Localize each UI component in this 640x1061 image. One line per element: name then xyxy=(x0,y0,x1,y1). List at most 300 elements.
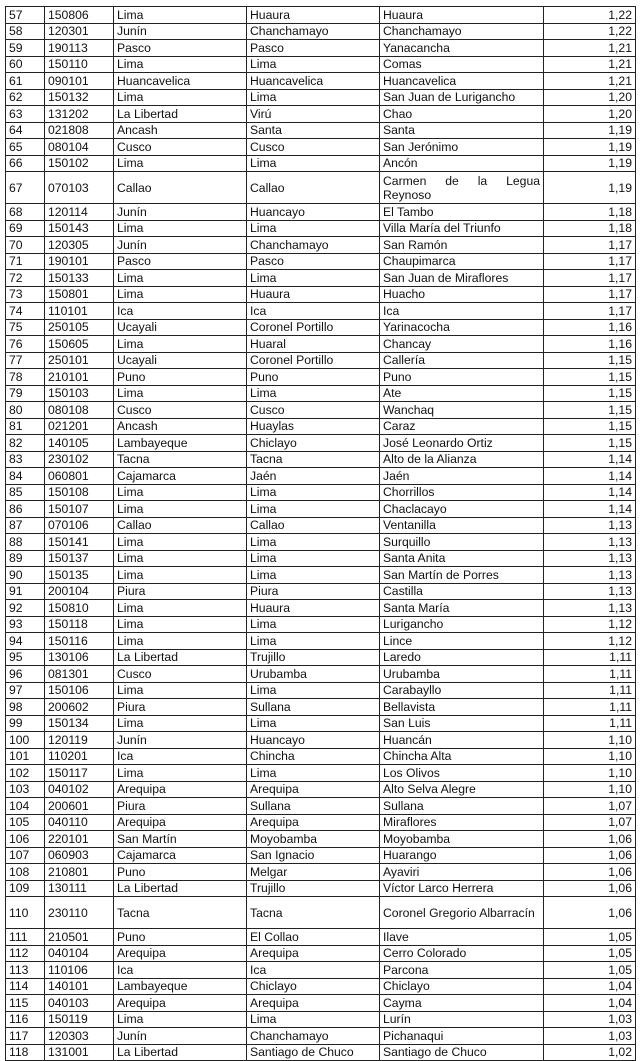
department-cell: Lima xyxy=(114,633,247,650)
district-cell: San Juan de Miraflores xyxy=(380,270,544,287)
province-cell: Callao xyxy=(247,517,380,534)
table-row xyxy=(6,567,636,584)
district-cell: Huancán xyxy=(380,732,544,749)
ubigeo-cell: 150132 xyxy=(45,89,114,106)
value-cell: 1,11 xyxy=(544,666,636,683)
ubigeo-cell: 150103 xyxy=(45,385,114,402)
value-cell: 1,15 xyxy=(544,402,636,419)
province-cell: Coronel Portillo xyxy=(247,352,380,369)
rank-cell: 93 xyxy=(6,616,45,633)
value-cell: 1,07 xyxy=(544,798,636,815)
table-row xyxy=(6,715,636,732)
rank-cell: 88 xyxy=(6,534,45,551)
district-cell: Lurigancho xyxy=(380,616,544,633)
value-cell: 1,10 xyxy=(544,732,636,749)
table-row xyxy=(6,468,636,485)
table-row xyxy=(6,765,636,782)
province-cell: Huancayo xyxy=(247,204,380,221)
table-row xyxy=(6,945,636,962)
province-cell: Chanchamayo xyxy=(247,237,380,254)
ubigeo-cell: 070103 xyxy=(45,172,114,204)
district-cell: San Jerónimo xyxy=(380,139,544,156)
department-cell: Arequipa xyxy=(114,814,247,831)
table-row xyxy=(6,616,636,633)
province-cell: Virú xyxy=(247,106,380,123)
table-row xyxy=(6,1011,636,1028)
ubigeo-cell: 081301 xyxy=(45,666,114,683)
province-cell: Lima xyxy=(247,567,380,584)
table-row xyxy=(6,89,636,106)
rank-cell: 111 xyxy=(6,929,45,946)
department-cell: La Libertad xyxy=(114,1044,247,1061)
district-cell: Ica xyxy=(380,303,544,320)
value-cell: 1,22 xyxy=(544,7,636,24)
ubigeo-cell: 080108 xyxy=(45,402,114,419)
district-cell: Santa María xyxy=(380,600,544,617)
value-cell: 1,15 xyxy=(544,385,636,402)
district-cell: Ilave xyxy=(380,929,544,946)
province-cell: Huancavelica xyxy=(247,73,380,90)
ubigeo-cell: 120114 xyxy=(45,204,114,221)
rank-cell: 90 xyxy=(6,567,45,584)
rank-cell: 94 xyxy=(6,633,45,650)
rank-cell: 73 xyxy=(6,286,45,303)
department-cell: Puno xyxy=(114,369,247,386)
rank-cell: 63 xyxy=(6,106,45,123)
rank-cell: 91 xyxy=(6,583,45,600)
value-cell: 1,13 xyxy=(544,550,636,567)
table-row xyxy=(6,220,636,237)
department-cell: Lima xyxy=(114,155,247,172)
value-cell: 1,20 xyxy=(544,89,636,106)
value-cell: 1,02 xyxy=(544,1044,636,1061)
value-cell: 1,21 xyxy=(544,56,636,73)
department-cell: Lima xyxy=(114,336,247,353)
ubigeo-cell: 150806 xyxy=(45,7,114,24)
table-row xyxy=(6,831,636,848)
province-cell: Pasco xyxy=(247,40,380,57)
table-row xyxy=(6,253,636,270)
rank-cell: 65 xyxy=(6,139,45,156)
province-cell: Chanchamayo xyxy=(247,1028,380,1045)
province-cell: Pasco xyxy=(247,253,380,270)
table-row xyxy=(6,451,636,468)
ubigeo-cell: 130106 xyxy=(45,649,114,666)
ubigeo-cell: 140105 xyxy=(45,435,114,452)
rank-cell: 75 xyxy=(6,319,45,336)
department-cell: Ancash xyxy=(114,418,247,435)
table-row xyxy=(6,1028,636,1045)
rank-cell: 112 xyxy=(6,945,45,962)
table-row xyxy=(6,73,636,90)
value-cell: 1,10 xyxy=(544,748,636,765)
department-cell: Callao xyxy=(114,517,247,534)
district-cell: Bellavista xyxy=(380,699,544,716)
ubigeo-cell: 110106 xyxy=(45,962,114,979)
table-row xyxy=(6,534,636,551)
district-cell: Caraz xyxy=(380,418,544,435)
province-cell: Arequipa xyxy=(247,995,380,1012)
table-row xyxy=(6,155,636,172)
district-cell: Cerro Colorado xyxy=(380,945,544,962)
rank-cell: 84 xyxy=(6,468,45,485)
rank-cell: 61 xyxy=(6,73,45,90)
table-row xyxy=(6,666,636,683)
table-row xyxy=(6,583,636,600)
ubigeo-cell: 250105 xyxy=(45,319,114,336)
district-cell: Chiclayo xyxy=(380,978,544,995)
table-row xyxy=(6,172,636,204)
department-cell: Junín xyxy=(114,732,247,749)
province-cell: Lima xyxy=(247,534,380,551)
ubigeo-cell: 150116 xyxy=(45,633,114,650)
department-cell: Cusco xyxy=(114,402,247,419)
province-cell: Tacna xyxy=(247,897,380,929)
rank-cell: 72 xyxy=(6,270,45,287)
province-cell: Lima xyxy=(247,1011,380,1028)
district-cell: Alto Selva Alegre xyxy=(380,781,544,798)
ubigeo-cell: 070106 xyxy=(45,517,114,534)
department-cell: Junín xyxy=(114,23,247,40)
table-row xyxy=(6,962,636,979)
table-row xyxy=(6,352,636,369)
province-cell: Lima xyxy=(247,484,380,501)
department-cell: Lima xyxy=(114,1011,247,1028)
department-cell: San Martín xyxy=(114,831,247,848)
table-row xyxy=(6,699,636,716)
value-cell: 1,15 xyxy=(544,418,636,435)
district-cell: Chanchamayo xyxy=(380,23,544,40)
department-cell: Lima xyxy=(114,89,247,106)
value-cell: 1,13 xyxy=(544,534,636,551)
value-cell: 1,20 xyxy=(544,106,636,123)
department-cell: Piura xyxy=(114,798,247,815)
value-cell: 1,04 xyxy=(544,978,636,995)
value-cell: 1,05 xyxy=(544,962,636,979)
department-cell: Lima xyxy=(114,286,247,303)
district-cell: Chancay xyxy=(380,336,544,353)
value-cell: 1,16 xyxy=(544,319,636,336)
value-cell: 1,06 xyxy=(544,864,636,881)
ubigeo-cell: 060903 xyxy=(45,847,114,864)
value-cell: 1,17 xyxy=(544,303,636,320)
rank-cell: 108 xyxy=(6,864,45,881)
table-row xyxy=(6,517,636,534)
table-row xyxy=(6,649,636,666)
value-cell: 1,13 xyxy=(544,567,636,584)
table-row xyxy=(6,732,636,749)
ubigeo-cell: 210501 xyxy=(45,929,114,946)
province-cell: Chanchamayo xyxy=(247,23,380,40)
district-cell: Lince xyxy=(380,633,544,650)
district-cell: Ancón xyxy=(380,155,544,172)
rank-cell: 100 xyxy=(6,732,45,749)
rank-cell: 74 xyxy=(6,303,45,320)
province-cell: Lima xyxy=(247,155,380,172)
province-cell: Sullana xyxy=(247,798,380,815)
district-cell: Castilla xyxy=(380,583,544,600)
ubigeo-cell: 021808 xyxy=(45,122,114,139)
ubigeo-cell: 120303 xyxy=(45,1028,114,1045)
district-cell: Laredo xyxy=(380,649,544,666)
value-cell: 1,19 xyxy=(544,139,636,156)
table-row xyxy=(6,139,636,156)
district-cell: Parcona xyxy=(380,962,544,979)
department-cell: Lima xyxy=(114,484,247,501)
province-cell: Ica xyxy=(247,303,380,320)
table-row xyxy=(6,1044,636,1061)
ubigeo-cell: 150107 xyxy=(45,501,114,518)
ubigeo-cell: 120305 xyxy=(45,237,114,254)
district-cell: El Tambo xyxy=(380,204,544,221)
rank-cell: 64 xyxy=(6,122,45,139)
table-row xyxy=(6,748,636,765)
rank-cell: 86 xyxy=(6,501,45,518)
value-cell: 1,17 xyxy=(544,253,636,270)
table-row xyxy=(6,781,636,798)
province-cell: Ica xyxy=(247,962,380,979)
table-row xyxy=(6,978,636,995)
rank-cell: 103 xyxy=(6,781,45,798)
ubigeo-cell: 040104 xyxy=(45,945,114,962)
value-cell: 1,05 xyxy=(544,945,636,962)
table-row xyxy=(6,286,636,303)
department-cell: Ica xyxy=(114,962,247,979)
rank-cell: 107 xyxy=(6,847,45,864)
rank-cell: 78 xyxy=(6,369,45,386)
table-row xyxy=(6,880,636,897)
table-row xyxy=(6,7,636,24)
value-cell: 1,19 xyxy=(544,122,636,139)
province-cell: Sullana xyxy=(247,699,380,716)
value-cell: 1,15 xyxy=(544,352,636,369)
value-cell: 1,15 xyxy=(544,369,636,386)
rank-cell: 92 xyxy=(6,600,45,617)
ubigeo-cell: 150117 xyxy=(45,765,114,782)
ubigeo-cell: 110101 xyxy=(45,303,114,320)
table-row xyxy=(6,682,636,699)
ubigeo-cell: 210801 xyxy=(45,864,114,881)
rank-cell: 66 xyxy=(6,155,45,172)
rank-cell: 118 xyxy=(6,1044,45,1061)
table-row xyxy=(6,270,636,287)
department-cell: Tacna xyxy=(114,897,247,929)
province-cell: Lima xyxy=(247,501,380,518)
province-cell: Jaén xyxy=(247,468,380,485)
value-cell: 1,11 xyxy=(544,699,636,716)
table-row xyxy=(6,501,636,518)
province-cell: Cusco xyxy=(247,139,380,156)
province-cell: Lima xyxy=(247,765,380,782)
department-cell: Junín xyxy=(114,237,247,254)
district-cell: Víctor Larco Herrera xyxy=(380,880,544,897)
district-cell: Lurín xyxy=(380,1011,544,1028)
table-row xyxy=(6,995,636,1012)
department-cell: La Libertad xyxy=(114,106,247,123)
rank-cell: 80 xyxy=(6,402,45,419)
value-cell: 1,10 xyxy=(544,781,636,798)
ubigeo-cell: 200104 xyxy=(45,583,114,600)
province-cell: Arequipa xyxy=(247,814,380,831)
department-cell: Ucayali xyxy=(114,352,247,369)
district-cell: Surquillo xyxy=(380,534,544,551)
rank-cell: 95 xyxy=(6,649,45,666)
department-cell: Cusco xyxy=(114,139,247,156)
district-cell: Huaura xyxy=(380,7,544,24)
value-cell: 1,07 xyxy=(544,814,636,831)
rank-cell: 99 xyxy=(6,715,45,732)
rank-cell: 77 xyxy=(6,352,45,369)
ubigeo-cell: 060801 xyxy=(45,468,114,485)
value-cell: 1,16 xyxy=(544,336,636,353)
province-cell: Santiago de Chuco xyxy=(247,1044,380,1061)
value-cell: 1,06 xyxy=(544,831,636,848)
table-row xyxy=(6,402,636,419)
province-cell: Moyobamba xyxy=(247,831,380,848)
province-cell: Urubamba xyxy=(247,666,380,683)
value-cell: 1,21 xyxy=(544,40,636,57)
value-cell: 1,10 xyxy=(544,765,636,782)
rank-cell: 69 xyxy=(6,220,45,237)
district-cell: San Juan de Lurigancho xyxy=(380,89,544,106)
value-cell: 1,13 xyxy=(544,600,636,617)
table-row xyxy=(6,23,636,40)
ubigeo-cell: 200601 xyxy=(45,798,114,815)
value-cell: 1,12 xyxy=(544,633,636,650)
value-cell: 1,05 xyxy=(544,929,636,946)
province-cell: El Collao xyxy=(247,929,380,946)
department-cell: Lima xyxy=(114,715,247,732)
value-cell: 1,18 xyxy=(544,204,636,221)
value-cell: 1,22 xyxy=(544,23,636,40)
district-cell: Chaupimarca xyxy=(380,253,544,270)
district-cell: San Luis xyxy=(380,715,544,732)
table-row xyxy=(6,122,636,139)
ubigeo-cell: 150119 xyxy=(45,1011,114,1028)
table-row xyxy=(6,798,636,815)
province-cell: Arequipa xyxy=(247,781,380,798)
district-cell: San Martín de Porres xyxy=(380,567,544,584)
rank-cell: 110 xyxy=(6,897,45,929)
rank-cell: 83 xyxy=(6,451,45,468)
table-row xyxy=(6,633,636,650)
table-row xyxy=(6,336,636,353)
district-cell: Yanacancha xyxy=(380,40,544,57)
value-cell: 1,14 xyxy=(544,468,636,485)
ubigeo-cell: 190101 xyxy=(45,253,114,270)
district-cell: Carabayllo xyxy=(380,682,544,699)
district-cell: Chincha Alta xyxy=(380,748,544,765)
province-cell: Lima xyxy=(247,682,380,699)
district-ranking-table xyxy=(5,6,636,1061)
rank-cell: 113 xyxy=(6,962,45,979)
province-cell: Chiclayo xyxy=(247,435,380,452)
ubigeo-cell: 220101 xyxy=(45,831,114,848)
rank-cell: 98 xyxy=(6,699,45,716)
rank-cell: 117 xyxy=(6,1028,45,1045)
district-cell: San Ramón xyxy=(380,237,544,254)
department-cell: Cajamarca xyxy=(114,847,247,864)
rank-cell: 105 xyxy=(6,814,45,831)
district-cell: José Leonardo Ortiz xyxy=(380,435,544,452)
district-cell: Coronel Gregorio Albarracín xyxy=(380,897,544,929)
district-cell: Callería xyxy=(380,352,544,369)
district-cell: Ventanilla xyxy=(380,517,544,534)
table-row xyxy=(6,484,636,501)
department-cell: Lima xyxy=(114,501,247,518)
department-cell: Ucayali xyxy=(114,319,247,336)
district-cell: Cayma xyxy=(380,995,544,1012)
department-cell: Piura xyxy=(114,583,247,600)
province-cell: Cusco xyxy=(247,402,380,419)
rank-cell: 67 xyxy=(6,172,45,204)
province-cell: Huaral xyxy=(247,336,380,353)
department-cell: Lambayeque xyxy=(114,435,247,452)
rank-cell: 115 xyxy=(6,995,45,1012)
district-cell: Santa Anita xyxy=(380,550,544,567)
department-cell: Lima xyxy=(114,220,247,237)
value-cell: 1,14 xyxy=(544,451,636,468)
value-cell: 1,03 xyxy=(544,1028,636,1045)
district-cell: Moyobamba xyxy=(380,831,544,848)
rank-cell: 109 xyxy=(6,880,45,897)
ubigeo-cell: 040102 xyxy=(45,781,114,798)
province-cell: Coronel Portillo xyxy=(247,319,380,336)
value-cell: 1,13 xyxy=(544,517,636,534)
rank-cell: 60 xyxy=(6,56,45,73)
province-cell: Lima xyxy=(247,270,380,287)
ubigeo-cell: 150133 xyxy=(45,270,114,287)
value-cell: 1,19 xyxy=(544,155,636,172)
rank-cell: 59 xyxy=(6,40,45,57)
ubigeo-cell: 021201 xyxy=(45,418,114,435)
province-cell: Lima xyxy=(247,616,380,633)
table-row xyxy=(6,418,636,435)
province-cell: Lima xyxy=(247,56,380,73)
value-cell: 1,17 xyxy=(544,237,636,254)
department-cell: Arequipa xyxy=(114,995,247,1012)
department-cell: Lambayeque xyxy=(114,978,247,995)
department-cell: Lima xyxy=(114,7,247,24)
ubigeo-cell: 200602 xyxy=(45,699,114,716)
ubigeo-cell: 131001 xyxy=(45,1044,114,1061)
value-cell: 1,13 xyxy=(544,583,636,600)
rank-cell: 114 xyxy=(6,978,45,995)
district-cell: Jaén xyxy=(380,468,544,485)
table-row xyxy=(6,864,636,881)
district-cell: Ate xyxy=(380,385,544,402)
value-cell: 1,17 xyxy=(544,286,636,303)
rank-cell: 79 xyxy=(6,385,45,402)
ubigeo-cell: 150102 xyxy=(45,155,114,172)
department-cell: Lima xyxy=(114,765,247,782)
value-cell: 1,14 xyxy=(544,484,636,501)
department-cell: Cajamarca xyxy=(114,468,247,485)
table-row xyxy=(6,600,636,617)
ubigeo-cell: 150605 xyxy=(45,336,114,353)
rank-cell: 87 xyxy=(6,517,45,534)
department-cell: Ica xyxy=(114,303,247,320)
table-row xyxy=(6,385,636,402)
table-row xyxy=(6,237,636,254)
rank-cell: 76 xyxy=(6,336,45,353)
ubigeo-cell: 150106 xyxy=(45,682,114,699)
ubigeo-cell: 230110 xyxy=(45,897,114,929)
value-cell: 1,06 xyxy=(544,880,636,897)
department-cell: Pasco xyxy=(114,253,247,270)
district-cell: Santa xyxy=(380,122,544,139)
rank-cell: 106 xyxy=(6,831,45,848)
